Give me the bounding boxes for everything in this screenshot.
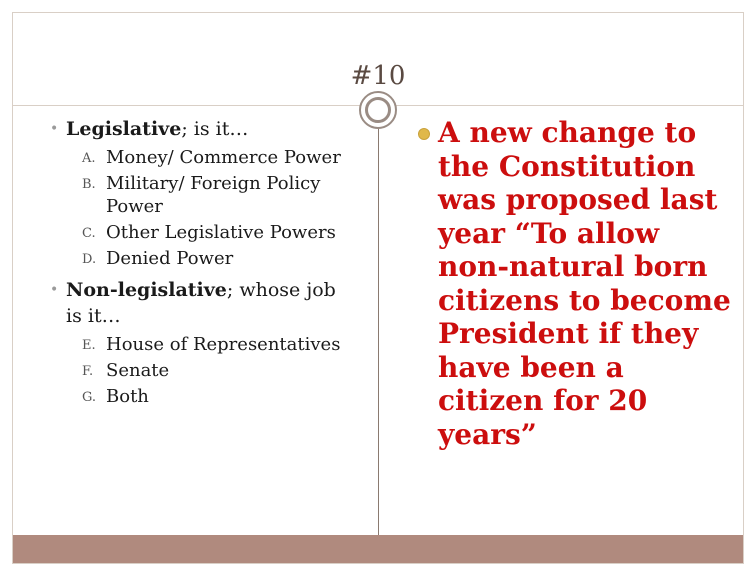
circle-ornament-icon (359, 91, 397, 129)
sub-item-text: Denied Power (106, 248, 234, 269)
sub-item-mark: F. (82, 364, 94, 379)
item-heading: Legislative (66, 118, 182, 140)
sub-item-text: Both (106, 386, 149, 407)
sub-item-mark: G. (82, 390, 97, 405)
column-divider (378, 125, 379, 548)
sub-item-text: Money/ Commerce Power (106, 147, 341, 168)
circle-ornament-inner (365, 97, 391, 123)
sub-item (36, 385, 356, 408)
item-heading: Non-legislative (66, 279, 227, 301)
gold-bullet-icon (418, 128, 430, 140)
footer-bar (13, 535, 743, 563)
sub-item-text: Other Legislative Powers (106, 222, 336, 243)
sub-item-text: Senate (106, 360, 170, 381)
sub-item (36, 221, 356, 244)
sub-item-mark: E. (82, 338, 96, 353)
list-item-non-legislative (36, 277, 356, 329)
list-item-legislative (36, 116, 356, 142)
sub-item (36, 146, 356, 169)
sub-item (36, 172, 356, 218)
question-text: A new change to the Constitution was proposed last year “To allow non-natural born citizens to become President if they have been a citizen for 20 years” (438, 116, 731, 451)
slide-title: #10 (350, 61, 406, 91)
sub-item-mark: B. (82, 177, 96, 192)
right-column (438, 116, 733, 451)
sub-item-mark: A. (82, 151, 96, 166)
sub-item-mark: D. (82, 252, 97, 267)
sub-item (36, 333, 356, 356)
left-column (36, 116, 356, 411)
bullet-icon: • (50, 282, 59, 298)
item-rest: ; whose job is it… (66, 279, 336, 327)
sub-item (36, 247, 356, 270)
sub-item-mark: C. (82, 226, 96, 241)
item-rest: ; is it… (181, 118, 249, 140)
sub-item (36, 359, 356, 382)
bullet-icon: • (50, 121, 59, 137)
sub-item-text: House of Representatives (106, 334, 341, 355)
sub-item-text: Military/ Foreign Policy Power (106, 173, 321, 217)
